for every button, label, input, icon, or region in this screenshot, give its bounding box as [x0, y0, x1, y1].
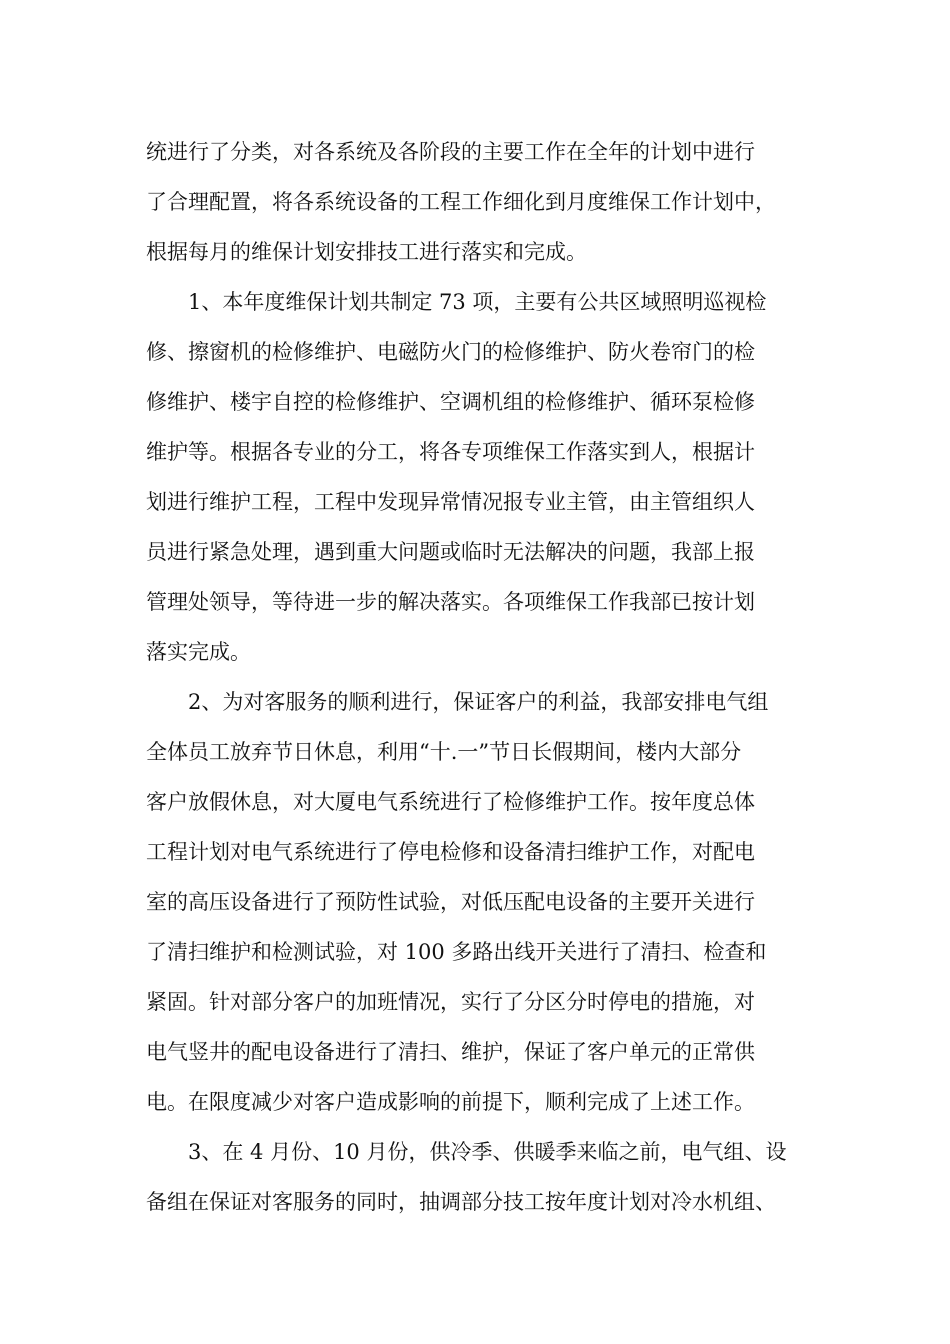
- text-line: 维护等。根据各专业的分工，将各专项维保工作落实到人，根据计: [146, 440, 755, 464]
- text-line: 客户放假休息，对大厦电气系统进行了检修维护工作。按年度总体: [146, 790, 755, 814]
- text-line: 了清扫维护和检测试验，对 100 多路出线开关进行了清扫、检查和: [146, 940, 767, 964]
- text-line: 了合理配置，将各系统设备的工程工作细化到月度维保工作计划中，: [146, 190, 776, 214]
- text-line: 修维护、楼宇自控的检修维护、空调机组的检修维护、循环泵检修: [146, 390, 755, 414]
- paragraph-1-first-line: 1、本年度维保计划共制定 73 项，主要有公共区域照明巡视检: [188, 290, 767, 314]
- text-line: 落实完成。: [146, 640, 251, 664]
- text-line: 备组在保证对客服务的同时，抽调部分技工按年度计划对冷水机组、: [146, 1190, 776, 1214]
- text-line: 电气竖井的配电设备进行了清扫、维护，保证了客户单元的正常供: [146, 1040, 755, 1064]
- text-line: 管理处领导，等待进一步的解决落实。各项维保工作我部已按计划: [146, 590, 755, 614]
- text-line: 电。在限度减少对客户造成影响的前提下，顺利完成了上述工作。: [146, 1090, 755, 1114]
- text-line: 根据每月的维保计划安排技工进行落实和完成。: [146, 240, 587, 264]
- paragraph-3-first-line: 3、在 4 月份、10 月份，供冷季、供暖季来临之前，电气组、设: [188, 1140, 787, 1164]
- text-line: 统进行了分类，对各系统及各阶段的主要工作在全年的计划中进行: [146, 140, 755, 164]
- text-line: 室的高压设备进行了预防性试验，对低压配电设备的主要开关进行: [146, 890, 755, 914]
- text-line: 划进行维护工程，工程中发现异常情况报专业主管，由主管组织人: [146, 490, 755, 514]
- paragraph-2-first-line: 2、为对客服务的顺利进行，保证客户的利益，我部安排电气组: [188, 690, 769, 714]
- text-line: 全体员工放弃节日休息，利用“十.一”节日长假期间，楼内大部分: [146, 740, 742, 764]
- text-line: 工程计划对电气系统进行了停电检修和设备清扫维护工作，对配电: [146, 840, 755, 864]
- text-line: 紧固。针对部分客户的加班情况，实行了分区分时停电的措施，对: [146, 990, 755, 1014]
- text-line: 员进行紧急处理，遇到重大问题或临时无法解决的问题，我部上报: [146, 540, 755, 564]
- text-line: 修、擦窗机的检修维护、电磁防火门的检修维护、防火卷帘门的检: [146, 340, 755, 364]
